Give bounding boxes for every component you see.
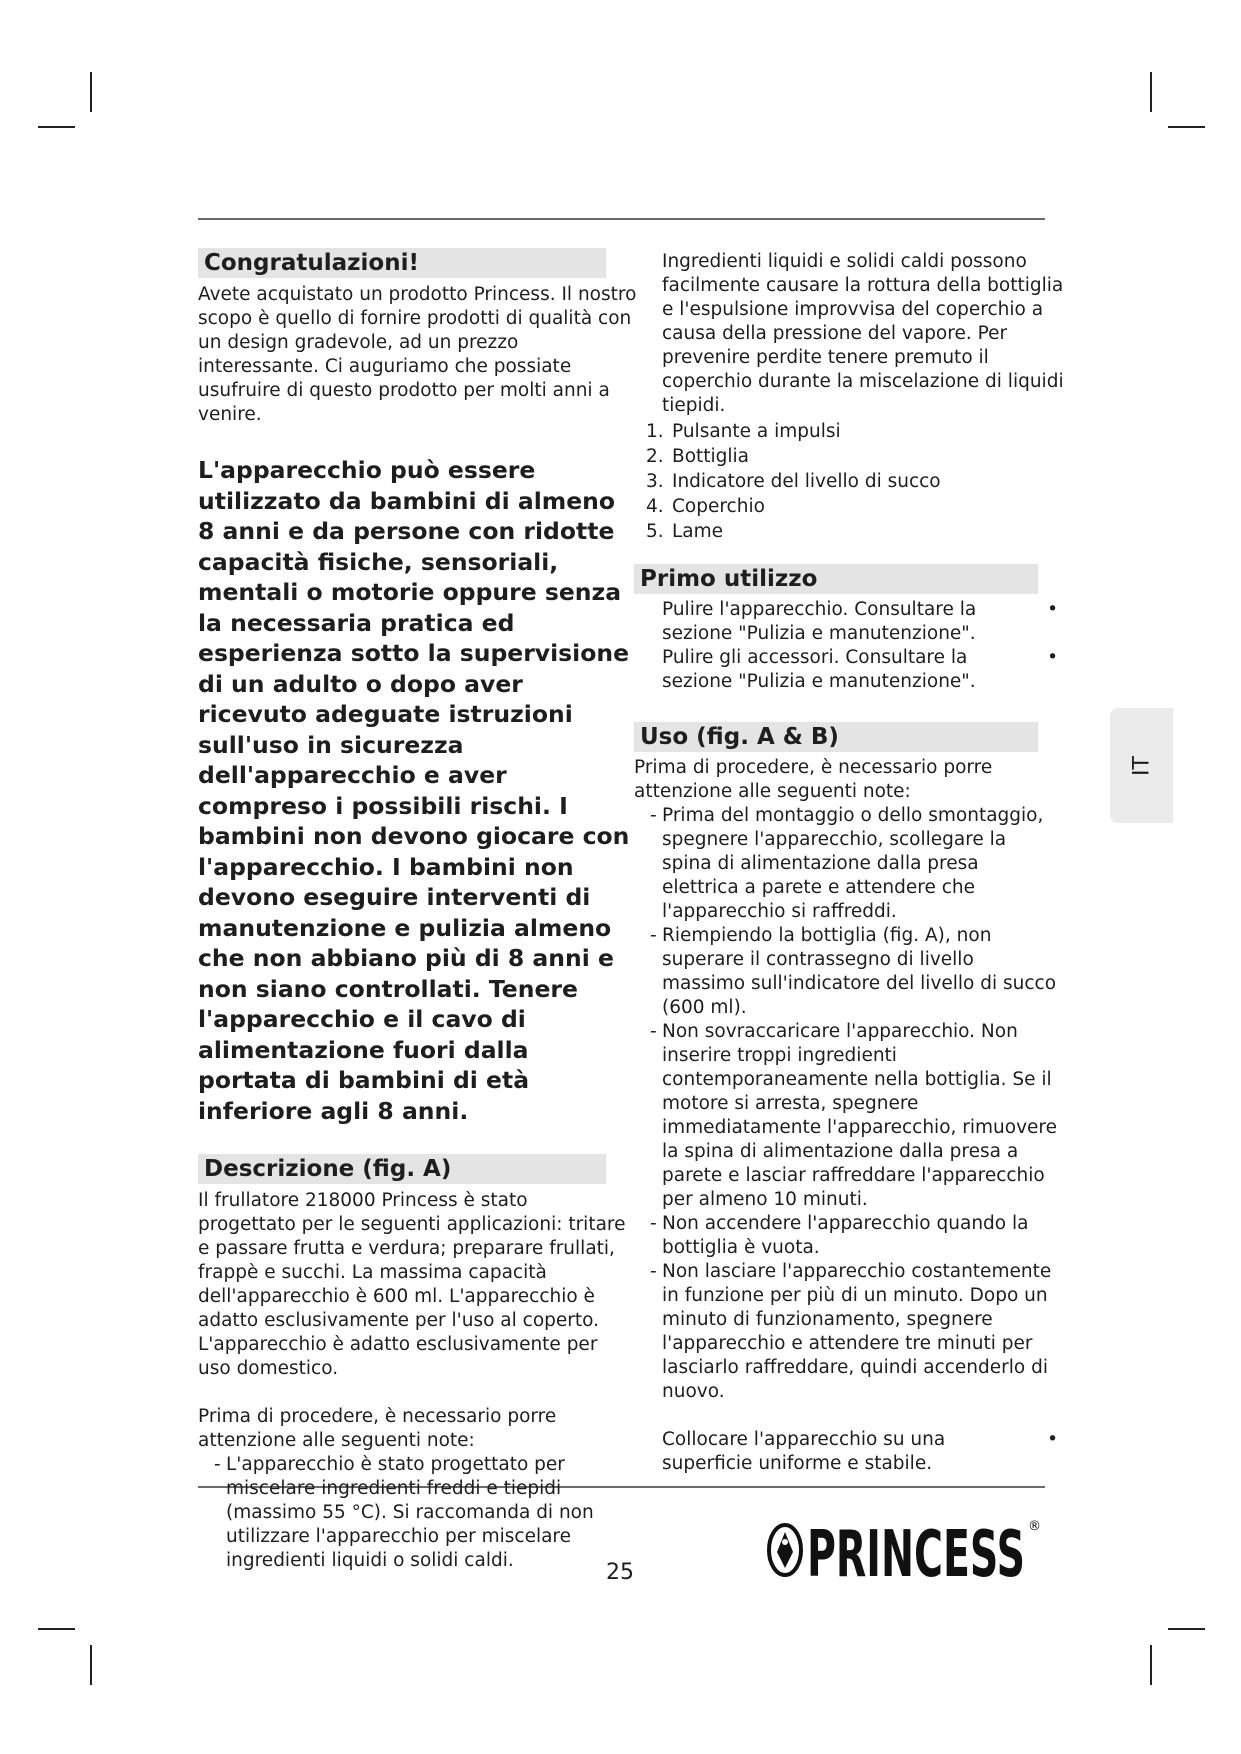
crop-mark (90, 1645, 92, 1685)
princess-logo (765, 1508, 1045, 1586)
bullet-icon: • (1047, 647, 1058, 668)
crop-mark (38, 126, 75, 128)
list-item: 2. Bottiglia (646, 446, 750, 467)
bullet-icon: • (1047, 599, 1058, 620)
usage-final-step: Collocare l'apparecchio su una superficie uniforme e stabile. • (662, 1429, 1058, 1474)
list-item: - Non sovraccaricare l'apparecchio. Non inserire troppi ingredienti contemporaneamente nella bottiglia. Se il motore si arresta, spegnere immediatamente l'apparecchio, rimuovere la spina di alimentazione dalla presa a parete e lasciar raffreddare l'apparecchio per almeno 10 minuti. (634, 1020, 1058, 1212)
list-item: 4. Coperchio (646, 496, 765, 517)
usage-heading: Uso (fig. A & B) (634, 722, 1038, 752)
page-number: 25 (606, 1560, 634, 1585)
crop-mark (1150, 72, 1152, 112)
list-item: 5. Lame (646, 521, 724, 542)
crop-mark (38, 1628, 75, 1630)
list-item: - Non accendere l'apparecchio quando la bottiglia è vuota. (634, 1212, 1058, 1260)
language-tab (1110, 708, 1173, 823)
usage-intro: Prima di procedere, è necessario porre attenzione alle seguenti note: (634, 757, 993, 802)
description-text: Il frullatore 218000 Princess è stato progettato per le seguenti applicazioni: tritare e passare frutta e verdura; preparare frullati, frappè e succhi. La massima capacità dell'apparecchio è 600 ml. L'apparecchio è adatto esclusivamente per l'uso al coperto. L'apparecchio è adatto esclusivamente per uso domestico. (198, 1190, 626, 1379)
intro-text: Avete acquistato un prodotto Princess. Il nostro scopo è quello di fornire prodotti di qualità con un design gradevole, ad un prezzo interessante. Ci auguriamo che possiate usufruire di questo prodotto per molti anni a venire. (198, 284, 637, 425)
parts-list (634, 419, 1074, 544)
list-item: - L'apparecchio è stato progettato per miscelare ingredienti freddi e tiepidi (massimo 55 °C). Si raccomanda di non utilizzare l'apparecchio per miscelare ingredienti liquidi o solidi caldi. (198, 1453, 598, 1573)
list-item: - Prima del montaggio o dello smontaggio, spegnere l'apparecchio, scollegare la spina di alimentazione dalla presa elettrica a parete e attendere che l'apparecchio si raffreddi. (634, 804, 1058, 924)
left-column (198, 248, 638, 1573)
crop-mark (90, 72, 92, 112)
description-heading: Descrizione (fig. A) (198, 1154, 606, 1184)
list-item: 1. Pulsante a impulsi (646, 421, 841, 442)
registered-mark: ® (1028, 1519, 1041, 1534)
first-use-list (634, 598, 1058, 694)
list-item: 3. Indicatore del livello di succo (646, 471, 941, 492)
safety-warning: L'apparecchio può essere utilizzato da bambini di almeno 8 anni e da persone con ridotte capacità fisiche, sensoriali, mentali o motorie oppure senza la necessaria pratica ed esperienza sotto la supervisione di un adulto o dopo aver ricevuto adeguate istruzioni sull'uso in sicurezza dell'apparecchio e aver compreso i possibili rischi. I bambini non devono giocare con l'apparecchio. I bambini non devono eseguire interventi di manutenzione e pulizia almeno che non abbiano più di 8 anni e non siano controllati. Tenere l'apparecchio e il cavo di alimentazione fuori dalla portata di bambini di età inferiore agli 8 anni. (198, 456, 630, 1125)
crown-emblem-icon (769, 1525, 801, 1575)
crop-mark (1168, 1628, 1205, 1630)
list-item: - Non lasciare l'apparecchio costantemente in funzione per più di un minuto. Dopo un minuto di funzionamento, spegnere l'apparecchio e attendere tre minuti per lasciarlo raffreddare, quindi accenderlo di nuovo. (634, 1260, 1058, 1404)
brand-name: PRINCESS (807, 1518, 1025, 1586)
usage-notes-list (634, 804, 1058, 1404)
crop-mark (1150, 1645, 1152, 1685)
list-item: - Riempiendo la bottiglia (fig. A), non superare il contrassegno di livello massimo sull'indicatore del livello di succo (600 ml). (634, 924, 1058, 1020)
top-rule (198, 218, 1045, 220)
description-notes-intro: Prima di procedere, è necessario porre attenzione alle seguenti note: (198, 1406, 557, 1451)
hot-ingredients-warning: Ingredienti liquidi e solidi caldi possono facilmente causare la rottura della bottiglia e l'espulsione improvvisa del coperchio a causa della pressione del vapore. Per prevenire perdite tenere premuto il coperchio durante la miscelazione di liquidi tiepidi. (662, 251, 1064, 416)
description-notes-list (198, 1453, 598, 1573)
list-item: Pulire gli accessori. Consultare la sezione "Pulizia e manutenzione". • (662, 647, 1058, 692)
first-use-heading: Primo utilizzo (634, 564, 1038, 594)
right-column (634, 250, 1074, 1476)
language-tab-label: IT (1129, 755, 1154, 776)
crop-mark (1168, 126, 1205, 128)
bullet-icon: • (1047, 1429, 1058, 1450)
list-item: Pulire l'apparecchio. Consultare la sezione "Pulizia e manutenzione". • (662, 599, 1058, 644)
intro-heading: Congratulazioni! (198, 248, 606, 278)
